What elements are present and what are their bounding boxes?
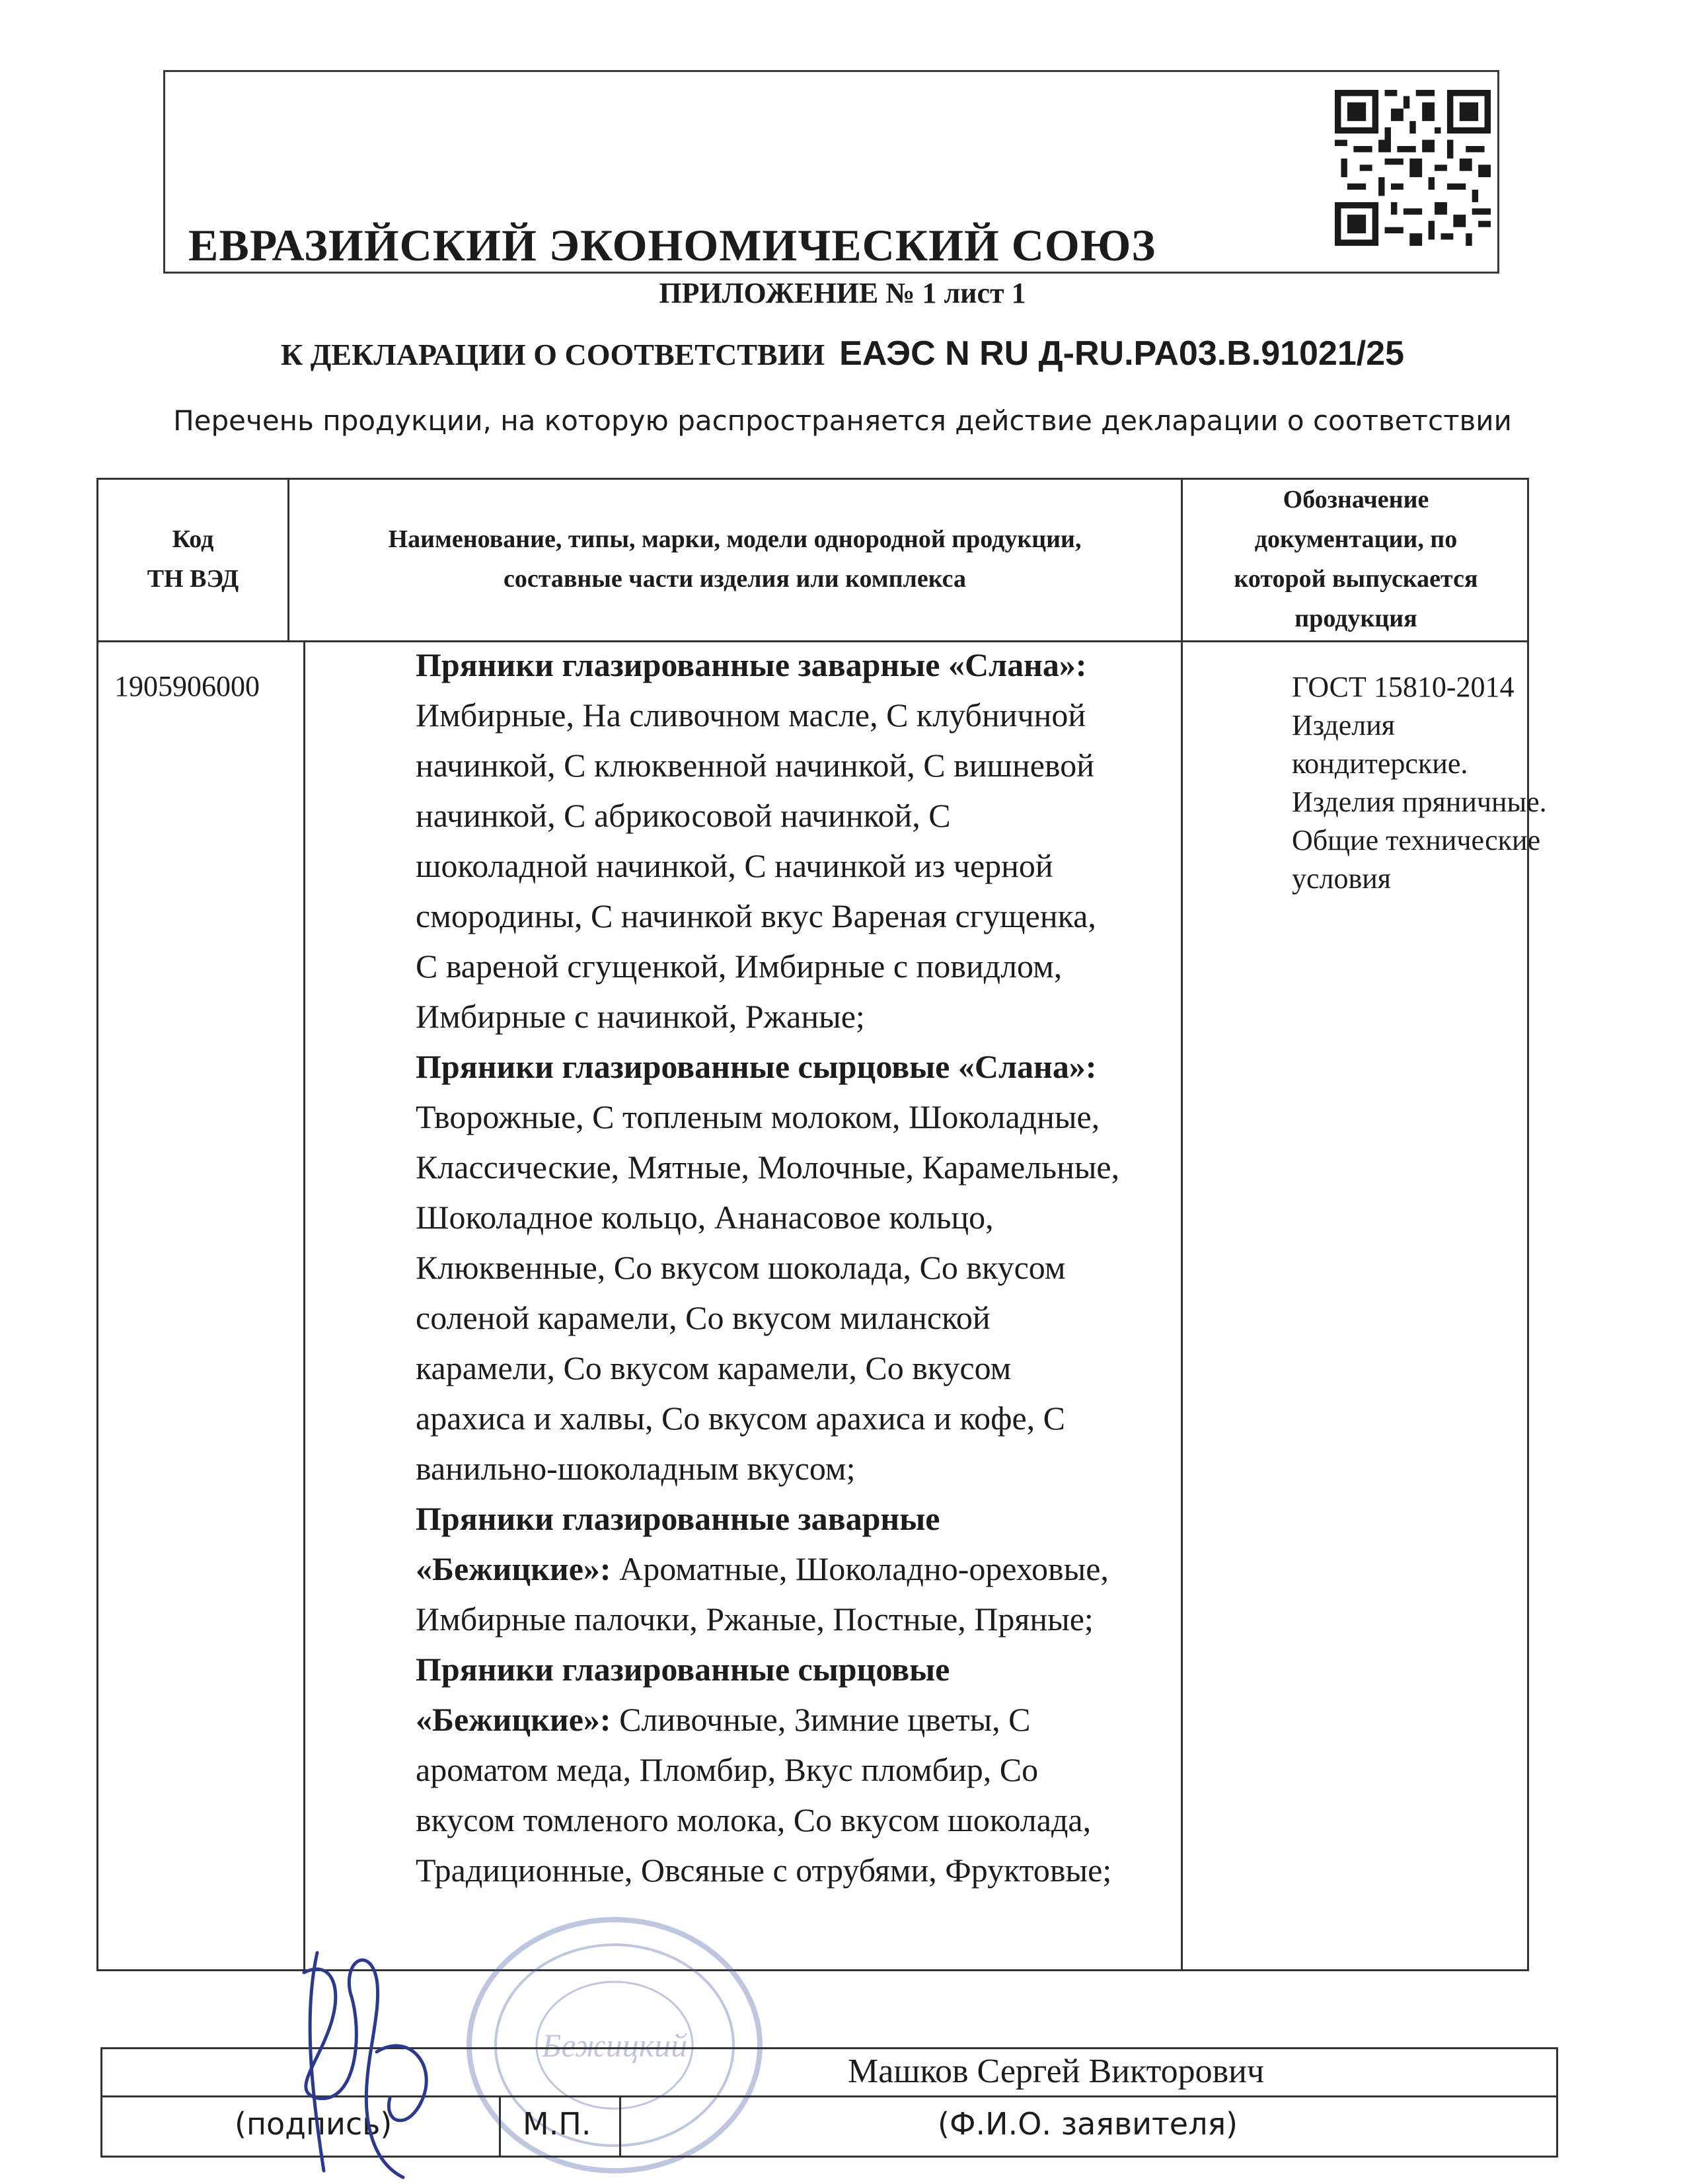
product-items: карамели, Со вкусом карамели, Со вкусом <box>416 1349 1012 1386</box>
product-line <box>416 1493 1275 1544</box>
header-doc <box>1183 480 1528 638</box>
doc-line: Общие технические <box>1292 824 1541 856</box>
header-name-line: составные части изделия или комплекса <box>503 565 967 593</box>
product-line <box>416 640 1275 690</box>
header-code-line: ТН ВЭД <box>147 565 239 593</box>
documentation-cell <box>1292 668 1583 898</box>
product-line <box>416 941 1275 991</box>
doc-line: ГОСТ 15810-2014 <box>1292 671 1515 703</box>
product-group-title: «Бежицкие»: <box>416 1550 611 1587</box>
product-line <box>416 790 1275 841</box>
product-line <box>416 1795 1275 1845</box>
appendix-title: ПРИЛОЖЕНИЕ № 1 лист 1 <box>659 277 1026 309</box>
column-divider <box>303 640 305 1969</box>
applicant-name: Машков Сергей Викторович <box>848 2052 1265 2090</box>
product-items: Клюквенные, Со вкусом шоколада, Со вкусом <box>416 1249 1066 1286</box>
product-group-title: Пряники глазированные сырцовые «Слана»: <box>416 1048 1097 1085</box>
stamp-text: Бежицкий <box>541 2027 688 2064</box>
header-doc-line: Обозначение <box>1283 486 1429 513</box>
product-line <box>416 1845 1275 1895</box>
product-items: Имбирные палочки, Ржаные, Постные, Пряные; <box>416 1600 1094 1638</box>
product-line <box>416 1343 1275 1393</box>
product-items: Традиционные, Овсяные с отрубями, Фруктовые; <box>416 1852 1112 1889</box>
product-items: начинкой, С абрикосовой начинкой, С <box>416 797 951 834</box>
products-caption: Перечень продукции, на которую распространяется действие декларации о соответствии <box>173 404 1512 437</box>
product-line <box>416 891 1275 941</box>
product-line <box>416 1694 1275 1745</box>
product-line <box>416 841 1275 891</box>
header-doc-line: продукция <box>1294 605 1417 632</box>
product-items: начинкой, С клюквенной начинкой, С вишневой <box>416 747 1094 784</box>
tn-ved-code: 1905906000 <box>114 670 260 702</box>
union-title: ЕВРАЗИЙСКИЙ ЭКОНОМИЧЕСКИЙ СОЮЗ <box>188 220 1156 270</box>
handwritten-signature <box>278 1933 489 2184</box>
product-list <box>416 640 1275 1895</box>
header-code-line: Код <box>172 525 214 553</box>
product-items: шоколадной начинкой, С начинкой из черной <box>416 847 1053 884</box>
product-line <box>416 1293 1275 1343</box>
product-items: арахиса и халвы, Со вкусом арахиса и кофе, С <box>416 1400 1066 1437</box>
doc-line: Изделия пряничные. <box>1292 786 1547 818</box>
product-items: Имбирные с начинкой, Ржаные; <box>416 998 865 1035</box>
doc-line: условия <box>1292 862 1392 895</box>
product-items: соленой карамели, Со вкусом миланской <box>416 1299 991 1336</box>
declaration-line <box>0 334 1685 373</box>
product-items: С вареной сгущенкой, Имбирные с повидлом, <box>416 948 1063 985</box>
product-line <box>416 740 1275 790</box>
product-group-title: Пряники глазированные заварные «Слана»: <box>416 646 1087 683</box>
product-line <box>416 1242 1275 1293</box>
product-line <box>416 1192 1275 1242</box>
product-line <box>416 1393 1275 1443</box>
product-line <box>416 1745 1275 1795</box>
product-items: Шоколадное кольцо, Ананасовое кольцо, <box>416 1199 994 1236</box>
product-line <box>416 1443 1275 1493</box>
product-items: Сливочные, Зимние цветы, С <box>611 1701 1031 1738</box>
signature-column-divider <box>619 2095 621 2156</box>
product-items: Имбирные, На сливочном масле, С клубничной <box>416 697 1086 734</box>
product-items: Творожные, С топленым молоком, Шоколадные, <box>416 1098 1100 1135</box>
product-items: Классические, Мятные, Молочные, Карамельные, <box>416 1148 1120 1186</box>
header-code <box>98 519 287 599</box>
products-table <box>96 478 1547 1971</box>
product-line <box>416 690 1275 740</box>
stamp-caption: М.П. <box>523 2106 591 2142</box>
product-line <box>416 1041 1275 1092</box>
doc-line: кондитерские. <box>1292 747 1468 780</box>
header-name-line: Наименование, типы, марки, модели однородной продукции, <box>388 525 1082 553</box>
product-line <box>416 1092 1275 1142</box>
product-items: Ароматные, Шоколадно-ореховые, <box>611 1550 1109 1587</box>
product-group-title: Пряники глазированные сырцовые <box>416 1651 950 1688</box>
signature-column-divider <box>499 2095 501 2156</box>
header-doc-line: документации, по <box>1254 525 1458 553</box>
product-line <box>416 991 1275 1041</box>
declaration-number: ЕАЭС N RU Д-RU.PA03.B.91021/25 <box>839 334 1405 373</box>
product-group-title: Пряники глазированные заварные <box>416 1500 940 1537</box>
doc-line: Изделия <box>1292 709 1396 741</box>
product-line <box>416 1644 1275 1694</box>
product-items: ванильно-шоколадным вкусом; <box>416 1450 856 1487</box>
header-doc-line: которой выпускается <box>1234 565 1478 593</box>
name-caption: (Ф.И.О. заявителя) <box>938 2106 1238 2142</box>
qr-code-icon <box>1335 90 1491 246</box>
column-divider <box>287 480 289 640</box>
declaration-prefix: К ДЕКЛАРАЦИИ О СООТВЕТСТВИИ <box>280 338 825 371</box>
product-line <box>416 1142 1275 1192</box>
product-line <box>416 1594 1275 1644</box>
product-group-title: «Бежицкие»: <box>416 1701 611 1738</box>
product-line <box>416 1544 1275 1594</box>
header-name <box>290 519 1180 599</box>
product-items: вкусом томленого молока, Со вкусом шоколада, <box>416 1801 1092 1838</box>
product-items: ароматом меда, Пломбир, Вкус пломбир, Со <box>416 1751 1039 1788</box>
signature-caption: (подпись) <box>235 2106 393 2142</box>
product-items: смородины, С начинкой вкус Вареная сгущенка, <box>416 897 1096 934</box>
